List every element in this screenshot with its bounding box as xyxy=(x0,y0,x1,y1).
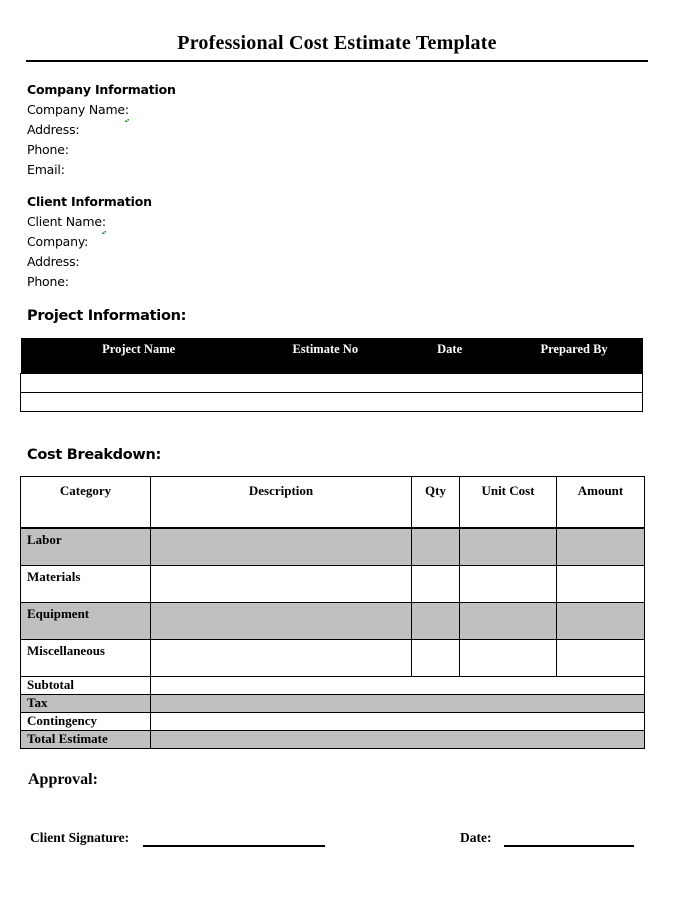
cost-breakdown-heading: Cost Breakdown: xyxy=(27,447,162,463)
field-client-phone-label: Phone xyxy=(27,274,65,289)
field-client-phone[interactable]: Phone: xyxy=(27,274,69,289)
cost-table-col-unit-cost: Unit Cost xyxy=(460,477,557,529)
cost-table-col-qty: Qty xyxy=(412,477,460,529)
project-table-header-row xyxy=(21,338,643,374)
cost-table-col-amount: Amount xyxy=(557,477,645,529)
cost-row-equipment-unit-cost[interactable] xyxy=(460,602,557,639)
cost-row-labor-qty[interactable] xyxy=(412,528,460,565)
spellcheck-underline-icon: : xyxy=(125,100,129,120)
table-row[interactable] xyxy=(21,730,645,748)
cost-row-materials-qty[interactable] xyxy=(412,565,460,602)
table-row[interactable] xyxy=(21,565,645,602)
field-company-name[interactable] xyxy=(27,100,176,120)
project-row-1-cell[interactable] xyxy=(21,374,643,393)
approval-heading: Approval: xyxy=(28,771,98,788)
field-client-name-label: Client Name xyxy=(27,214,102,229)
field-client-address[interactable]: Address: xyxy=(27,254,80,269)
cost-row-miscellaneous-category: Miscellaneous xyxy=(21,639,151,676)
cost-table-header-row xyxy=(21,477,645,529)
cost-row-subtotal-label: Subtotal xyxy=(21,676,151,694)
project-information-table xyxy=(20,338,643,412)
spellcheck-underline-icon: : xyxy=(102,212,106,232)
cost-row-miscellaneous-qty[interactable] xyxy=(412,639,460,676)
cost-row-materials-amount[interactable] xyxy=(557,565,645,602)
field-company-phone[interactable]: Phone: xyxy=(27,142,69,157)
project-table-col-project-name: Project Name xyxy=(21,338,257,374)
table-row[interactable] xyxy=(21,676,645,694)
field-company-name-label: Company Name xyxy=(27,102,125,117)
client-signature-field[interactable] xyxy=(143,845,325,847)
project-table-col-prepared-by: Prepared By xyxy=(506,338,643,374)
table-row[interactable] xyxy=(21,712,645,730)
table-row[interactable] xyxy=(21,639,645,676)
approval-date-field[interactable] xyxy=(504,845,634,847)
field-company-address[interactable]: Address: xyxy=(27,122,80,137)
cost-row-equipment-qty[interactable] xyxy=(412,602,460,639)
client-signature-label: Client Signature: xyxy=(30,830,130,845)
cost-row-contingency-label: Contingency xyxy=(21,712,151,730)
cost-row-labor-description[interactable] xyxy=(151,528,412,565)
cost-breakdown-table xyxy=(20,476,645,749)
field-company-email-label: Email xyxy=(27,162,61,177)
field-company-email[interactable]: Email: xyxy=(27,162,65,177)
cost-row-labor-amount[interactable] xyxy=(557,528,645,565)
cost-row-total-estimate-value[interactable] xyxy=(151,730,645,748)
approval-signature-row xyxy=(30,829,645,849)
cost-table-col-description: Description xyxy=(151,477,412,529)
table-row[interactable] xyxy=(21,602,645,639)
field-client-company[interactable]: Company: xyxy=(27,234,89,249)
cost-row-miscellaneous-unit-cost[interactable] xyxy=(460,639,557,676)
table-row[interactable] xyxy=(21,374,643,393)
field-company-phone-label: Phone xyxy=(27,142,65,157)
field-client-address-label: Address xyxy=(27,254,76,269)
project-information-heading: Project Information: xyxy=(27,308,187,324)
page-title: Professional Cost Estimate Template xyxy=(177,32,497,54)
project-table-col-date: Date xyxy=(394,338,506,374)
title-divider xyxy=(26,60,648,62)
cost-row-subtotal-value[interactable] xyxy=(151,676,645,694)
project-row-2-cell[interactable] xyxy=(21,393,643,412)
table-row[interactable] xyxy=(21,393,643,412)
cost-row-miscellaneous-amount[interactable] xyxy=(557,639,645,676)
cost-row-materials-category: Materials xyxy=(21,565,151,602)
cost-row-miscellaneous-description[interactable] xyxy=(151,639,412,676)
table-row[interactable] xyxy=(21,528,645,565)
cost-row-tax-label: Tax xyxy=(21,694,151,712)
field-company-address-label: Address xyxy=(27,122,76,137)
field-client-name[interactable] xyxy=(27,212,152,232)
company-information-heading: Company Information xyxy=(27,82,176,97)
cost-row-equipment-amount[interactable] xyxy=(557,602,645,639)
company-information-block xyxy=(27,80,176,180)
cost-row-tax-value[interactable] xyxy=(151,694,645,712)
cost-row-equipment-category: Equipment xyxy=(21,602,151,639)
cost-row-contingency-value[interactable] xyxy=(151,712,645,730)
approval-date-label: Date: xyxy=(460,830,492,845)
client-information-heading: Client Information xyxy=(27,194,152,209)
cost-row-total-estimate-label: Total Estimate xyxy=(21,730,151,748)
cost-row-labor-unit-cost[interactable] xyxy=(460,528,557,565)
field-client-company-label: Company xyxy=(27,234,85,249)
cost-table-col-category: Category xyxy=(21,477,151,529)
cost-row-materials-unit-cost[interactable] xyxy=(460,565,557,602)
client-information-block xyxy=(27,192,152,292)
cost-row-materials-description[interactable] xyxy=(151,565,412,602)
cost-row-labor-category: Labor xyxy=(21,528,151,565)
project-table-col-estimate-no: Estimate No xyxy=(257,338,394,374)
table-row[interactable] xyxy=(21,694,645,712)
cost-row-equipment-description[interactable] xyxy=(151,602,412,639)
